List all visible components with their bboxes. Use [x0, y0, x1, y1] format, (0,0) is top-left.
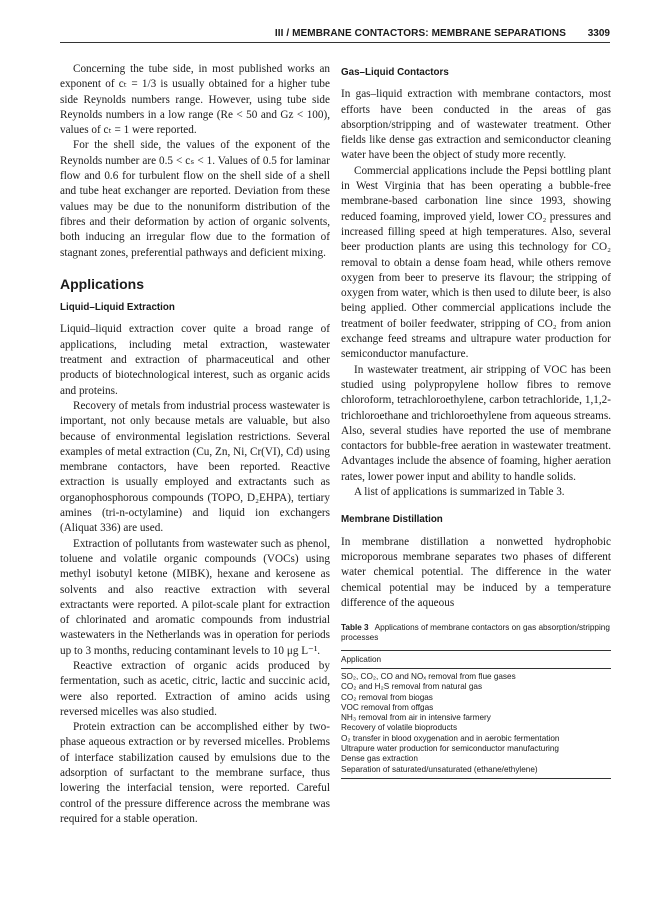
paragraph: A list of applications is summarized in Table 3. — [354, 486, 565, 499]
table-bottom-rule — [341, 778, 611, 779]
table-row: Dense gas extraction — [341, 754, 418, 764]
page-number: 3309 — [587, 28, 610, 39]
left-column — [60, 62, 330, 827]
paragraph: In membrane distillation a nonwetted hydrophobic microporous membrane separates two phases of different water chemical potential. The difference in the water chemical potential may be induced by a temperature difference of the aqueous — [341, 535, 611, 609]
paragraph: In gas–liquid extraction with membrane contactors, most efforts have been conducted in the areas of gas absorption/stripping and of wastewater treatment. Other fields like dense gas extraction and semiconductor cleaning water have been the object of study more recently. — [341, 88, 611, 162]
table-row: SO₂, CO₂, CO and NOₓ removal from flue gases — [341, 671, 516, 681]
table-row: CO₂ removal from biogas — [341, 692, 433, 702]
right-column — [341, 62, 611, 779]
table-row: Recovery of volatile bioproducts — [341, 723, 458, 733]
table-row: O₂ transfer in blood oxygenation and in aerobic fermentation — [341, 733, 560, 743]
subsection-heading-gas-liquid: Gas–Liquid Contactors — [341, 67, 449, 78]
paragraph: In wastewater treatment, air stripping of VOC has been studied using polypropylene hollow fibres to remove chloroform, tetrachloroethylene, carbon tetrachloride, 1,1,2-trichloroethane and trichloroethylene from aqueous streams. Also, several studies have reported the use of membrane contactors for bubble-free aeration in wastewater treatment. Advantages include the absence of foaming, higher aeration rates, lower power input and ability to handle solids. — [341, 363, 611, 483]
paragraph: Commercial applications include the Pepsi bottling plant in West Virginia that has been operating a bubble-free membrane-based carbonation line since 1993, showing reduced foaming, improved yield, lower CO₂ pressures and increased filling speed at high temperatures. Also, several beer production plants are using this technology for CO₂ removal to obtain a dense foam head, while others remove oxygen from beer to preserve its flavour; the stripping of oxygen from water, which is then used to dilute beer, is also being applied. Other commercial applications include the treatment of boiler feedwater, stripping of CO₂ from anion exchange feed streams and ultrapure water production for semiconductor manufacture. — [341, 164, 611, 361]
paragraph: For the shell side, the values of the exponent of the Reynolds number are 0.5 < cₛ < 1. Values of 0.5 for laminar flow and 0.6 for turbulent flow on the shell side of a shell and tube heat exchanger are reported. Deviation from these values may be due to the nonuniform distribution of the fibres and their deformation by action of organic solvents, both inducing an irregular flow due to the formation of stagnant zones, preferential pathways and deficient mixing. — [60, 139, 330, 259]
table-header: Application — [341, 651, 611, 669]
paragraph: Concerning the tube side, in most published works an exponent of cₜ = 1/3 is usually obtained for a higher tube side Reynolds numbers range. However, using tube side Reynolds numbers in a low range (Re < 50 and Gz < 100), values of cₜ = 1 were reported. — [60, 63, 330, 137]
table-row: NH₃ removal from air in intensive farmery — [341, 713, 491, 723]
section-heading-applications: Applications — [60, 275, 145, 292]
table-row: Separation of saturated/unsaturated (ethane/ethylene) — [341, 764, 538, 774]
paragraph: Reactive extraction of organic acids produced by fermentation, such as acetic, citric, lactic and succinic acid, were also reported. Extraction of amino acids using reversed micelles was also studied. — [60, 659, 330, 718]
paragraph: Extraction of pollutants from wastewater such as phenol, toluene and volatile organic compounds (VOCs) using methyl isobutyl ketone (MIBK), hexane and kerosene as solvents and also reactive extraction with several extractants were reported. A pilot-scale plant for extraction of chlorinated and aromatic compounds from industrial wastewaters in the Netherlands was in operation for periods up to 3 months, reducing contaminant levels to 10 μg L⁻¹. — [60, 537, 330, 657]
table-row: Ultrapure water production for semiconductor manufacturing — [341, 744, 559, 754]
table-caption — [341, 623, 611, 644]
table-row: VOC removal from offgas — [341, 702, 434, 712]
subsection-heading-membrane-distillation: Membrane Distillation — [341, 514, 443, 526]
subsection-heading-liquid-liquid: Liquid–Liquid Extraction — [60, 302, 175, 314]
paragraph: Protein extraction can be accomplished either by two-phase aqueous extraction or by reversed micelles. Problems of interface stabilization caused by emulsions due to the adsorption of surfactant to the membrane surface, thus lowering the interfacial tension, were reported. Careful control of the pressure difference across the membrane was required for a stable operation. — [60, 721, 330, 825]
paragraph: Recovery of metals from industrial process wastewater is important, not only because metals are valuable, but also because of environmental legislation restrictions. Several examples of metal extraction (Cu, Zn, Ni, Cr(VI), Cd) using membrane contactors, have been reported. Reactive extraction is usually employed and extractants such as organophosphorous compounds (TOPO, D₂EHPA), tertiary amines (tri-n-octylamine) and liquid ion exchangers (Aliquat 336) are used. — [60, 399, 330, 535]
table-3 — [341, 623, 611, 779]
table-row: CO₂ and H₂S removal from natural gas — [341, 682, 483, 692]
table-label: Table 3 — [341, 623, 369, 633]
paragraph: Liquid–liquid extraction cover quite a broad range of applications, including metal extraction, wastewater treatment and extraction of pharmaceutical and other products of biotechnological interest, such as organic acids and proteins. — [60, 323, 330, 397]
running-title: III / MEMBRANE CONTACTORS: MEMBRANE SEPARATIONS — [274, 28, 566, 39]
table-caption-text: Applications of membrane contactors on gas absorption/stripping processes — [341, 623, 610, 643]
running-header — [60, 28, 610, 43]
